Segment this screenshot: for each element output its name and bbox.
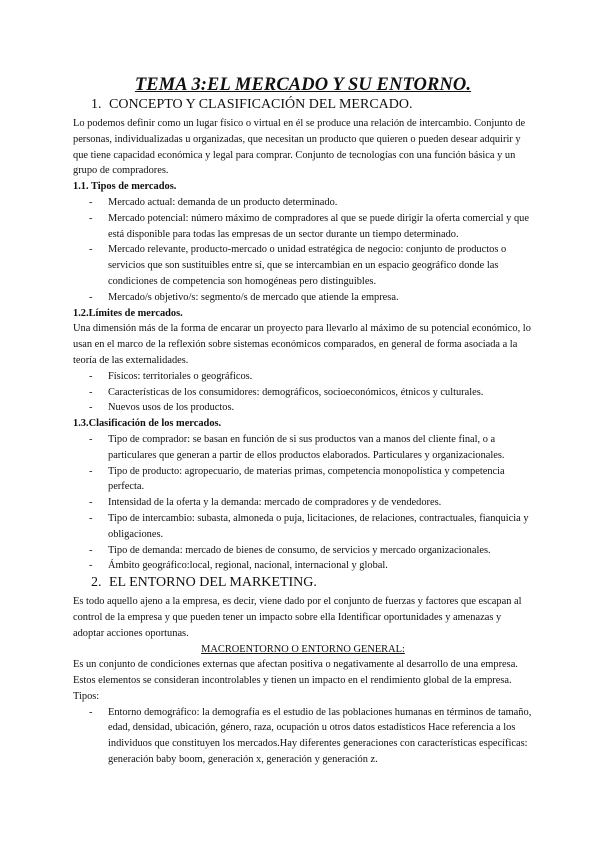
section-2-title: EL ENTORNO DEL MARKETING. <box>109 575 317 591</box>
page-title: TEMA 3:EL MERCADO Y SU ENTORNO. <box>134 75 472 95</box>
list-item: - Mercado actual: demanda de un producto determinado. <box>89 196 338 208</box>
subsection-1-2-heading: 1.2.Límites de mercados. <box>73 307 183 319</box>
list-item: - Nuevos usos de los productos. <box>89 402 235 414</box>
section-1-heading <box>91 96 533 114</box>
list-item: - Entorno demográfico: la demografía es el estudio de las poblaciones humanas en términos de tamaño, edad, densidad, ubicación, género, raza, ocupación u otros datos estadísticos Hace referencia a los individuos que constituyen los mercados.Hay diferentes generaciones con características específicas: generación baby boom, generación x, generación y generación z. <box>89 706 532 766</box>
subsection-1-2-intro: Una dimensión más de la forma de encarar un proyecto para llevarlo al máximo de su potencial económico, lo usan en el marco de la reflexión sobre sistemas económicos comparados, en general de forma asociada a la teoría de las externalidades. <box>73 323 531 366</box>
subsection-1-3-heading: 1.3.Clasificación de los mercados. <box>73 418 222 430</box>
list-item: - Tipo de comprador: se basan en función de si sus productos van a manos del cliente final, o a particulares que generan a partir de ellos productos elaborados. Particulares y organizacionales. <box>89 433 505 461</box>
section-2-intro: Es todo aquello ajeno a la empresa, es decir, viene dado por el conjunto de fuerzas y factores que escapan al control de la empresa y que pueden tener un impacto sobre ella Identificar oportunidades y amenazas y adoptar acciones oportunas. <box>73 596 522 639</box>
market-types-list <box>73 195 533 306</box>
list-item: - Mercado relevante, producto-mercado o unidad estratégica de negocio: conjunto de productos o servicios que son sustituibles entre sí, que se intercambian en un espacio geográfico donde las condiciones de competencia son homogéneas pero distinguibles. <box>89 244 507 287</box>
list-item: - Mercado/s objetivo/s: segmento/s de mercado que atiende la empresa. <box>89 291 399 303</box>
section-2-heading <box>91 574 533 592</box>
list-item: - Características de los consumidores: demográficos, socioeconómicos, étnicos y culturales. <box>89 386 484 398</box>
macroenvironment-intro: Es un conjunto de condiciones externas que afectan positiva o negativamente al desarrollo de una empresa. Estos elementos se consideran incontrolables y tienen un impacto en el rendimiento global de la empresa. Tipos: <box>73 659 518 702</box>
macroenvironment-heading: MACROENTORNO O ENTORNO GENERAL: <box>201 643 405 655</box>
market-classification-list <box>73 432 533 574</box>
list-item: - Tipo de demanda: mercado de bienes de consumo, de servicios y mercado organizacionales. <box>89 544 491 556</box>
list-item: - Intensidad de la oferta y la demanda: mercado de compradores y de vendedores. <box>89 497 442 509</box>
document-page <box>73 74 533 768</box>
section-1-intro: Lo podemos definir como un lugar físico o virtual en él se produce una relación de intercambio. Conjunto de personas, individualizadas u organizadas, que necesitan un producto que quieren o pueden desear adquirir y que tiene capacidad económica y legal para comprar. Conjunto de tecnologías con una función básica y un grupo de compradores. <box>73 118 526 177</box>
subsection-1-1-heading: 1.1. Tipos de mercados. <box>73 181 177 193</box>
section-1-number: 1. <box>91 97 102 112</box>
market-limits-list <box>73 369 533 416</box>
list-item: - Tipo de intercambio: subasta, almoneda o puja, licitaciones, de relaciones, contractuales, fianquicia y obligaciones. <box>89 512 529 540</box>
section-2-number: 2. <box>91 575 102 591</box>
list-item: - Físicos: territoriales o geográficos. <box>89 370 253 382</box>
macroenvironment-list <box>73 705 533 768</box>
section-1-title: CONCEPTO Y CLASIFICACIÓN DEL MERCADO. <box>109 97 413 112</box>
list-item: - Ámbito geográfico:local, regional, nacional, internacional y global. <box>89 560 388 572</box>
list-item: - Mercado potencial: número máximo de compradores al que se puede dirigir la oferta comercial y que está disponible para todas las empresas de un sector durante un tiempo determinado. <box>89 212 529 240</box>
list-item: - Tipo de producto: agropecuario, de materias primas, competencia monopolística y competencia perfecta. <box>89 465 505 493</box>
